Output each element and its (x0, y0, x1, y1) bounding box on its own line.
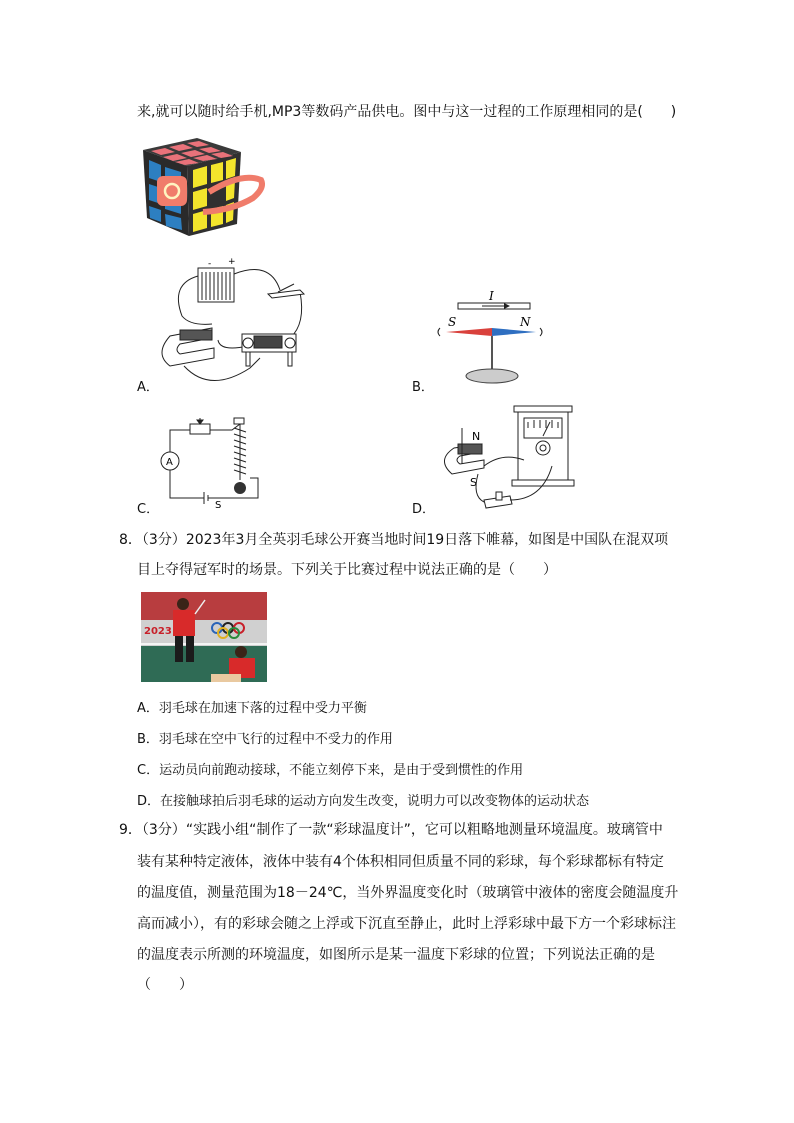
q9-stem-line-3: 的温度值，测量范围为18－24℃，当外界温度变化时（玻璃管中液体的密度会随温度升 (137, 885, 679, 901)
q8-option-b: B．羽毛球在空中飞行的过程中不受力的作用 (137, 732, 393, 747)
q9-stem-line-5: 的温度表示所测的环境温度，如图所示是某一温度下彩球的位置；下列说法正确的是 (137, 947, 655, 963)
ammeter-label: A (166, 457, 173, 468)
south-pole-label: S (448, 315, 457, 329)
figure-d-galvanometer-induction (432, 404, 578, 516)
q9-stem-line-1: 9．（3分）“实践小组“制作了一款“彩球温度计”，它可以粗略地测量环境温度。玻璃管中 (119, 822, 663, 838)
q7-option-a-label: A． (137, 380, 159, 395)
north-pole-label: N (520, 315, 531, 329)
svg-text:-: - (208, 259, 212, 269)
q8-option-c: C．运动员向前跑动接球，不能立刻停下来，是由于受到惯性的作用 (137, 763, 524, 778)
badminton-photo (141, 592, 267, 682)
q8-option-a: A．羽毛球在加速下落的过程中受力平衡 (137, 701, 367, 716)
q7-option-b-label: B． (412, 380, 434, 395)
rubik-cube-charger-image (137, 132, 265, 244)
switch-label: S (215, 500, 222, 508)
q7-option-c-label: C． (137, 502, 160, 517)
q9-stem-line-4: 高而减小），有的彩球会随之上浮或下沉直至静止，此时上浮彩球中最下方一个彩球标注 (137, 916, 676, 932)
south-label: S (470, 476, 477, 489)
q9-stem-line-6: （ ） (137, 977, 193, 993)
figure-a-electric-motor (150, 254, 310, 390)
q8-stem-line-2: 目上夺得冠军时的场景。下列关于比赛过程中说法正确的是（ ） (137, 562, 557, 578)
north-label: N (472, 430, 481, 443)
current-label: I (489, 289, 494, 303)
svg-text:+: + (228, 257, 236, 267)
figure-b-oersted-experiment (432, 286, 552, 390)
q8-option-d: D．在接触球拍后羽毛球的运动方向发生改变，说明力可以改变物体的运动状态 (137, 794, 590, 809)
q9-stem-line-2: 装有某种特定液体，液体中装有4个体积相同但质量不同的彩球，每个彩球都标有特定 (137, 854, 664, 870)
photo-year-text: 2023 (144, 626, 172, 637)
figure-c-electromagnet-circuit (160, 414, 270, 508)
q7-intro-tail: 来,就可以随时给手机,MP3等数码产品供电。图中与这一过程的工作原理相同的是( ) (137, 104, 677, 120)
q8-stem-line-1: 8．（3分）2023年3月全英羽毛球公开赛当地时间19日落下帷幕，如图是中国队在混双项 (119, 532, 669, 548)
q7-option-d-label: D． (412, 502, 436, 517)
